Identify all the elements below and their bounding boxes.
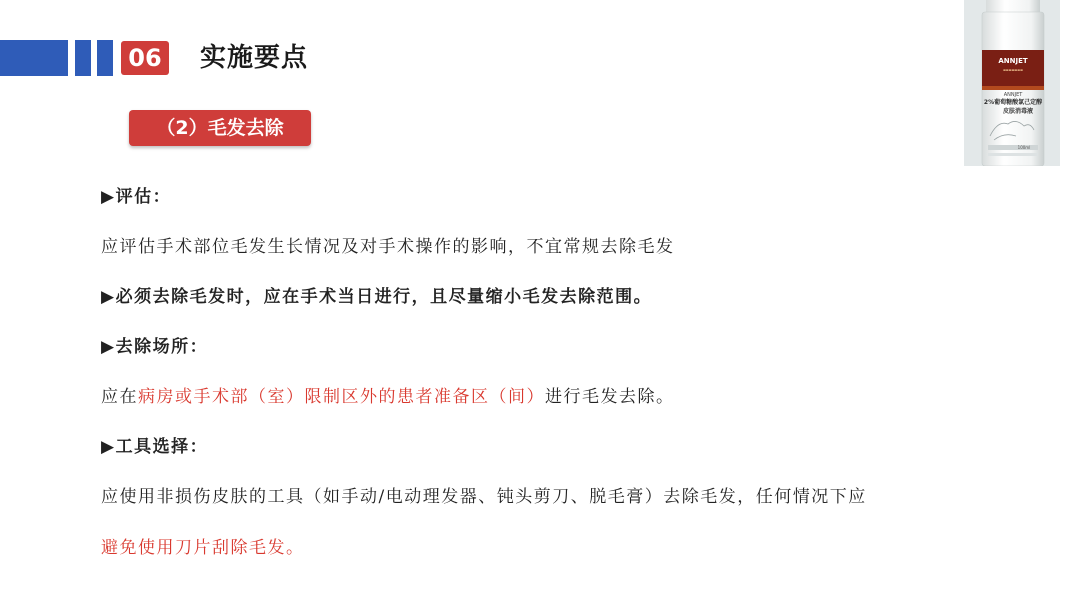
text-segment: 应在 [101, 387, 138, 407]
product-volume: 100ml [1017, 145, 1031, 150]
text-segment: 进行毛发去除。 [545, 387, 675, 407]
heading-removal-timing: ▶必须去除毛发时，应在手术当日进行，且尽量缩小毛发去除范围。 [101, 287, 653, 307]
svg-text:▬▬▬▬▬▬▬: ▬▬▬▬▬▬▬ [1003, 68, 1023, 72]
paragraph-removal-location [101, 382, 675, 407]
subsection-badge: （2）毛发去除 [129, 110, 311, 146]
spray-bottle-image [964, 0, 1060, 166]
section-number: 06 [121, 41, 169, 75]
product-photo [964, 0, 1060, 166]
highlight-location: 病房或手术部（室）限制区外的患者准备区（间） [138, 387, 545, 407]
header-bar-stripe [97, 40, 113, 76]
header-bar [0, 40, 68, 76]
highlight-avoid-razor: 避免使用刀片刮除毛发。 [101, 538, 305, 558]
header-bar-stripe [75, 40, 91, 76]
heading-tool-selection: ▶工具选择： [101, 437, 209, 457]
product-brand: ANNJET [998, 57, 1028, 65]
paragraph-assessment: 应评估手术部位毛发生长情况及对手术操作的影响，不宜常规去除毛发 [101, 237, 675, 257]
product-label-line: 2%葡萄糖酸氯己定醇 [983, 99, 1043, 106]
svg-text:ANNJET: ANNJET [1003, 92, 1023, 98]
paragraph-tool-selection: 应使用非损伤皮肤的工具（如手动/电动理发器、钝头剪刀、脱毛膏）去除毛发，任何情况下应 [101, 487, 867, 507]
product-label-line: 皮肤消毒液 [1002, 108, 1034, 115]
heading-removal-location: ▶去除场所： [101, 337, 209, 357]
heading-assessment: ▶评估： [101, 187, 172, 207]
section-title: 实施要点 [200, 43, 309, 73]
